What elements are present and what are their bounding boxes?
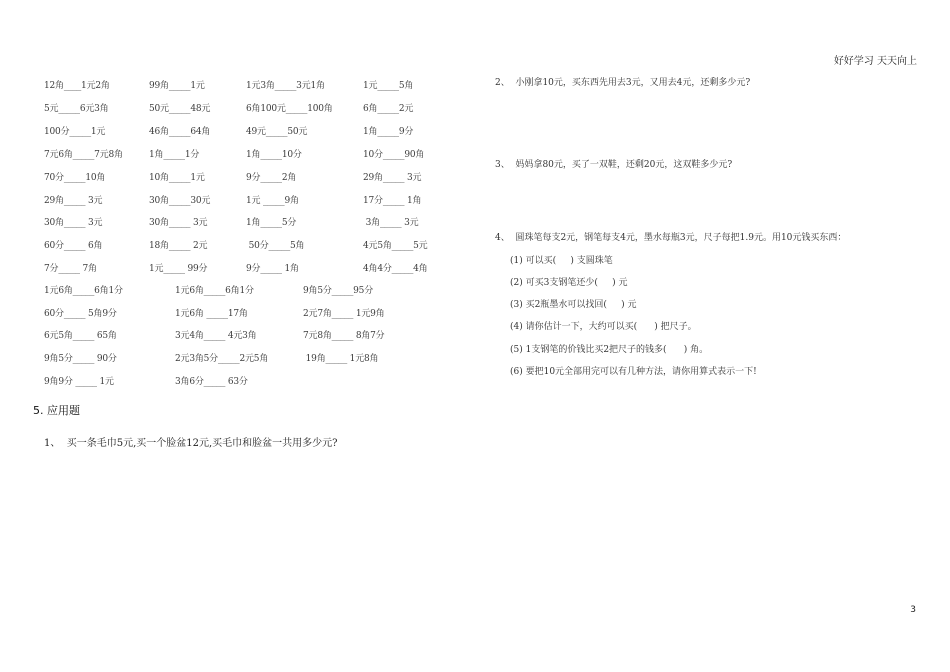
question-4-sub-item: (4) 请你估计一下，大约可以买( ) 把尺子。 (510, 322, 697, 332)
exercise-item: 7元6角_____7元8角 (44, 150, 123, 160)
exercise-item: 9分_____ 1角 (246, 264, 299, 274)
exercise-item: 4角4分_____4角 (363, 264, 428, 274)
exercise-item: 10分_____90角 (363, 150, 425, 160)
exercise-item: 46角_____64角 (149, 127, 211, 137)
exercise-item: 6角100元_____100角 (246, 104, 333, 114)
exercise-item: 60分_____ 5角9分 (44, 309, 117, 319)
exercise-item: 29角_____ 3元 (44, 196, 103, 206)
question-4-sub-item: (6) 要把10元全部用完可以有几种方法，请你用算式表示一下! (510, 367, 757, 377)
exercise-item: 1元6角 _____17角 (175, 309, 248, 319)
exercise-item: 50分_____5角 (246, 241, 305, 251)
exercise-item: 2元3角5分_____2元5角 (175, 354, 269, 364)
question-1: 1、 买一条毛巾5元,买一个脸盆12元,买毛巾和脸盆一共用多少元? (44, 438, 338, 449)
exercise-item: 1角_____5分 (246, 218, 297, 228)
section-title: 5. 应用题 (33, 404, 80, 417)
exercise-item: 29角_____ 3元 (363, 173, 422, 183)
exercise-item: 6元5角_____ 65角 (44, 331, 117, 341)
exercise-item: 1元_____5角 (363, 81, 414, 91)
exercise-item: 1元 _____9角 (246, 196, 299, 206)
exercise-item: 30角_____ 3元 (149, 218, 208, 228)
exercise-item: 49元_____50元 (246, 127, 308, 137)
exercise-item: 9分_____2角 (246, 173, 297, 183)
exercise-item: 10角_____1元 (149, 173, 205, 183)
exercise-item: 30角_____30元 (149, 196, 211, 206)
exercise-item: 1元3角_____3元1角 (246, 81, 325, 91)
exercise-item: 7元8角_____ 8角7分 (303, 331, 385, 341)
exercise-item: 19角_____ 1元8角 (303, 354, 379, 364)
exercise-item: 60分_____ 6角 (44, 241, 103, 251)
page-header: 好好学习 天天向上 (833, 56, 917, 67)
exercise-item: 1元6角_____6角1分 (175, 286, 254, 296)
exercise-item: 2元7角_____ 1元9角 (303, 309, 385, 319)
exercise-item: 1元6角_____6角1分 (44, 286, 123, 296)
page-number: 3 (910, 605, 916, 615)
question-3: 3、 妈妈拿80元，买了一双鞋，还剩20元，这双鞋多少元? (495, 160, 733, 170)
exercise-item: 1角_____10分 (246, 150, 302, 160)
exercise-item: 17分_____ 1角 (363, 196, 422, 206)
question-4-sub-item: (3) 买2瓶墨水可以找回( ) 元 (510, 300, 637, 310)
exercise-item: 100分_____1元 (44, 127, 106, 137)
exercise-item: 3角_____ 3元 (363, 218, 419, 228)
question-4-sub-item: (1) 可以买( ) 支圆珠笔 (510, 256, 613, 266)
exercise-item: 18角_____ 2元 (149, 241, 208, 251)
exercise-item: 12角____1元2角 (44, 81, 110, 91)
exercise-item: 70分_____10角 (44, 173, 106, 183)
exercise-item: 9角9分 _____ 1元 (44, 377, 114, 387)
question-4: 4、 圆珠笔每支2元，钢笔每支4元，墨水每瓶3元，尺子每把1.9元。用10元钱买东西： (495, 233, 847, 243)
question-4-sub-item: (2) 可买3支钢笔还少( ) 元 (510, 278, 628, 288)
exercise-item: 1角_____9分 (363, 127, 414, 137)
exercise-item: 9角5分_____95分 (303, 286, 374, 296)
exercise-item: 99角_____1元 (149, 81, 205, 91)
exercise-item: 7分_____ 7角 (44, 264, 97, 274)
exercise-item: 9角5分_____ 90分 (44, 354, 117, 364)
question-2: 2、 小刚拿10元，买东西先用去3元，又用去4元，还剩多少元? (495, 78, 751, 88)
exercise-item: 3元4角_____ 4元3角 (175, 331, 257, 341)
exercise-item: 3角6分_____ 63分 (175, 377, 248, 387)
exercise-item: 5元_____6元3角 (44, 104, 109, 114)
exercise-item: 30角_____ 3元 (44, 218, 103, 228)
exercise-item: 1元_____ 99分 (149, 264, 208, 274)
exercise-item: 50元_____48元 (149, 104, 211, 114)
question-4-sub-item: (5) 1支钢笔的价钱比买2把尺子的钱多( ) 角。 (510, 345, 709, 355)
exercise-item: 4元5角_____5元 (363, 241, 428, 251)
exercise-item: 1角_____1分 (149, 150, 200, 160)
exercise-item: 6角_____2元 (363, 104, 414, 114)
